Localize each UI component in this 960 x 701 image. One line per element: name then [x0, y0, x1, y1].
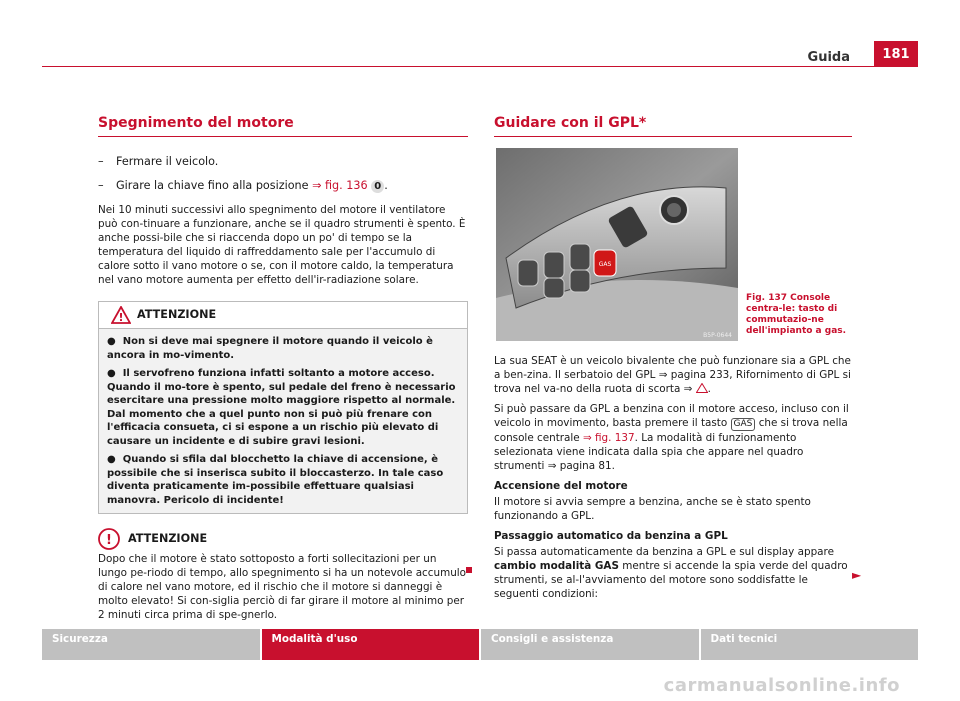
- right-paragraph-4: Si passa automaticamente da benzina a GPL e sul display appare cambio modalità GAS mentre si accende la spia verde del quadro strumenti, se al-l'avviamento del motore sono soddisfatte le seguenti condizioni:: [494, 546, 848, 600]
- gas-key-label: GAS: [731, 418, 756, 431]
- right-paragraph-2: Si può passare da GPL a benzina con il motore acceso, incluso con il veicolo in movimento, basta premere il tasto GAS che si trova nella console centrale ⇒ fig. 137. La modalità di funzionamento selezionata viene indicata dalla spia che appare nel quadro strumenti ⇒ pagina 81.: [494, 403, 849, 472]
- warning-item: ● Non si deve mai spegnere il motore quando il veicolo è ancora in mo-vimento.: [107, 336, 433, 361]
- step-2-text: Girare la chiave fino alla posizione: [116, 179, 313, 192]
- right-body: [494, 354, 854, 607]
- right-paragraph-1: La sua SEAT è un veicolo bivalente che può funzionare sia a GPL che a ben-zina. Il serbatoio del GPL ⇒ pagina 233, Rifornimento di GPL si trova nel va-no della ruota di scorta ⇒ .: [494, 355, 851, 395]
- caution-circle-icon: [98, 528, 120, 550]
- caution-title: ATTENZIONE: [128, 532, 208, 545]
- section-title: Guida: [807, 50, 850, 65]
- subheading-auto-switch: Passaggio automatico da benzina a GPL: [494, 530, 728, 542]
- step-2: – Girare la chiave fino alla posizione ⇒ fig. 136 0 .: [98, 179, 388, 192]
- svg-text:!: !: [118, 311, 124, 324]
- continue-arrow-icon: ►: [852, 568, 862, 582]
- section-end-mark: [466, 567, 472, 573]
- footer-tab-dati-tecnici[interactable]: Dati tecnici: [701, 629, 919, 660]
- right-heading: Guidare con il GPL*: [494, 116, 852, 137]
- figure-caption: Fig. 137 Console centra-le: tasto di commutazio-ne dell'impianto a gas.: [746, 293, 847, 336]
- footer-nav: [42, 629, 918, 660]
- svg-text:!: !: [106, 533, 112, 548]
- warning-item: ● Il servofreno funziona infatti soltanto a motore acceso. Quando il mo-tore è spento, sul pedale del freno è necessario esercitare una pressione molto maggiore rispetto al normale. Dal momento che a quel punto non si può più frenare con l'efficacia consueta, ci si espone a un rischio più elevato di causare un incidente e di subire gravi lesioni.: [107, 368, 456, 447]
- step-1-text: Fermare il veicolo.: [116, 155, 219, 168]
- warning-box: [98, 301, 468, 514]
- photo-code: B5P-0644: [703, 332, 732, 339]
- warning-header: [99, 302, 467, 329]
- page-number: 181: [874, 41, 918, 67]
- subheading-engine-start: Accensione del motore: [494, 480, 628, 492]
- caution-text: Dopo che il motore è stato sottoposto a forti sollecitazioni per un lungo pe-riodo di tempo, allo spegnimento si ha un notevole accumulo di calore nel vano motore, ed il rischio che il motore si danneggi è molto elevato! Si con-siglia perciò di far girare il motore al minimo per 2 minuti circa prima di spe-gnerlo.: [98, 553, 467, 621]
- left-paragraph: Nei 10 minuti successivi allo spegnimento del motore il ventilatore può con-tinuare a funzionare, anche se il quadro strumenti è spento. È anche possi-bile che si riaccenda dopo un po' di tempo se la temperatura del liquido di raffreddamento sale per l'accumulo di calore sotto il vano motore o se, con il motore caldo, la temperatura nel vano motore aumenta per effetto dell'ir-radiazione solare.: [98, 204, 466, 286]
- warning-body: [99, 329, 467, 513]
- position-0-badge: 0: [371, 180, 384, 193]
- left-column: [98, 116, 468, 622]
- gas-switch-photo: [496, 148, 738, 341]
- header-rule: [42, 66, 874, 67]
- left-heading: Spegnimento del motore: [98, 116, 468, 137]
- warning-item: ● Quando si sfila dal blocchetto la chiave di accensione, è possibile che si inserisca subito il bloccasterzo. In tale caso diventa praticamente im-possibile effettuare qualsiasi manovra. Pericolo di incidente!: [107, 454, 444, 506]
- footer-tab-modalita-uso[interactable]: Modalità d'uso: [262, 629, 480, 660]
- warning-triangle-icon: [111, 306, 131, 324]
- warning-ref-icon[interactable]: [696, 383, 708, 393]
- fig-137-link[interactable]: ⇒ fig. 137: [583, 432, 635, 444]
- right-paragraph-3: Il motore si avvia sempre a benzina, anche se è stato spento funzionando a GPL.: [494, 496, 811, 522]
- watermark: carmanualsonline.info: [663, 675, 900, 696]
- right-column: [494, 116, 852, 137]
- footer-tab-sicurezza[interactable]: Sicurezza: [42, 629, 260, 660]
- fig-136-link[interactable]: ⇒ fig. 136: [312, 179, 368, 192]
- footer-tab-consigli[interactable]: Consigli e assistenza: [481, 629, 699, 660]
- photo-gas-label: GAS: [598, 261, 612, 268]
- caution-header: [98, 528, 468, 550]
- step-1: – Fermare il veicolo.: [98, 155, 219, 168]
- warning-title: ATTENZIONE: [137, 308, 217, 321]
